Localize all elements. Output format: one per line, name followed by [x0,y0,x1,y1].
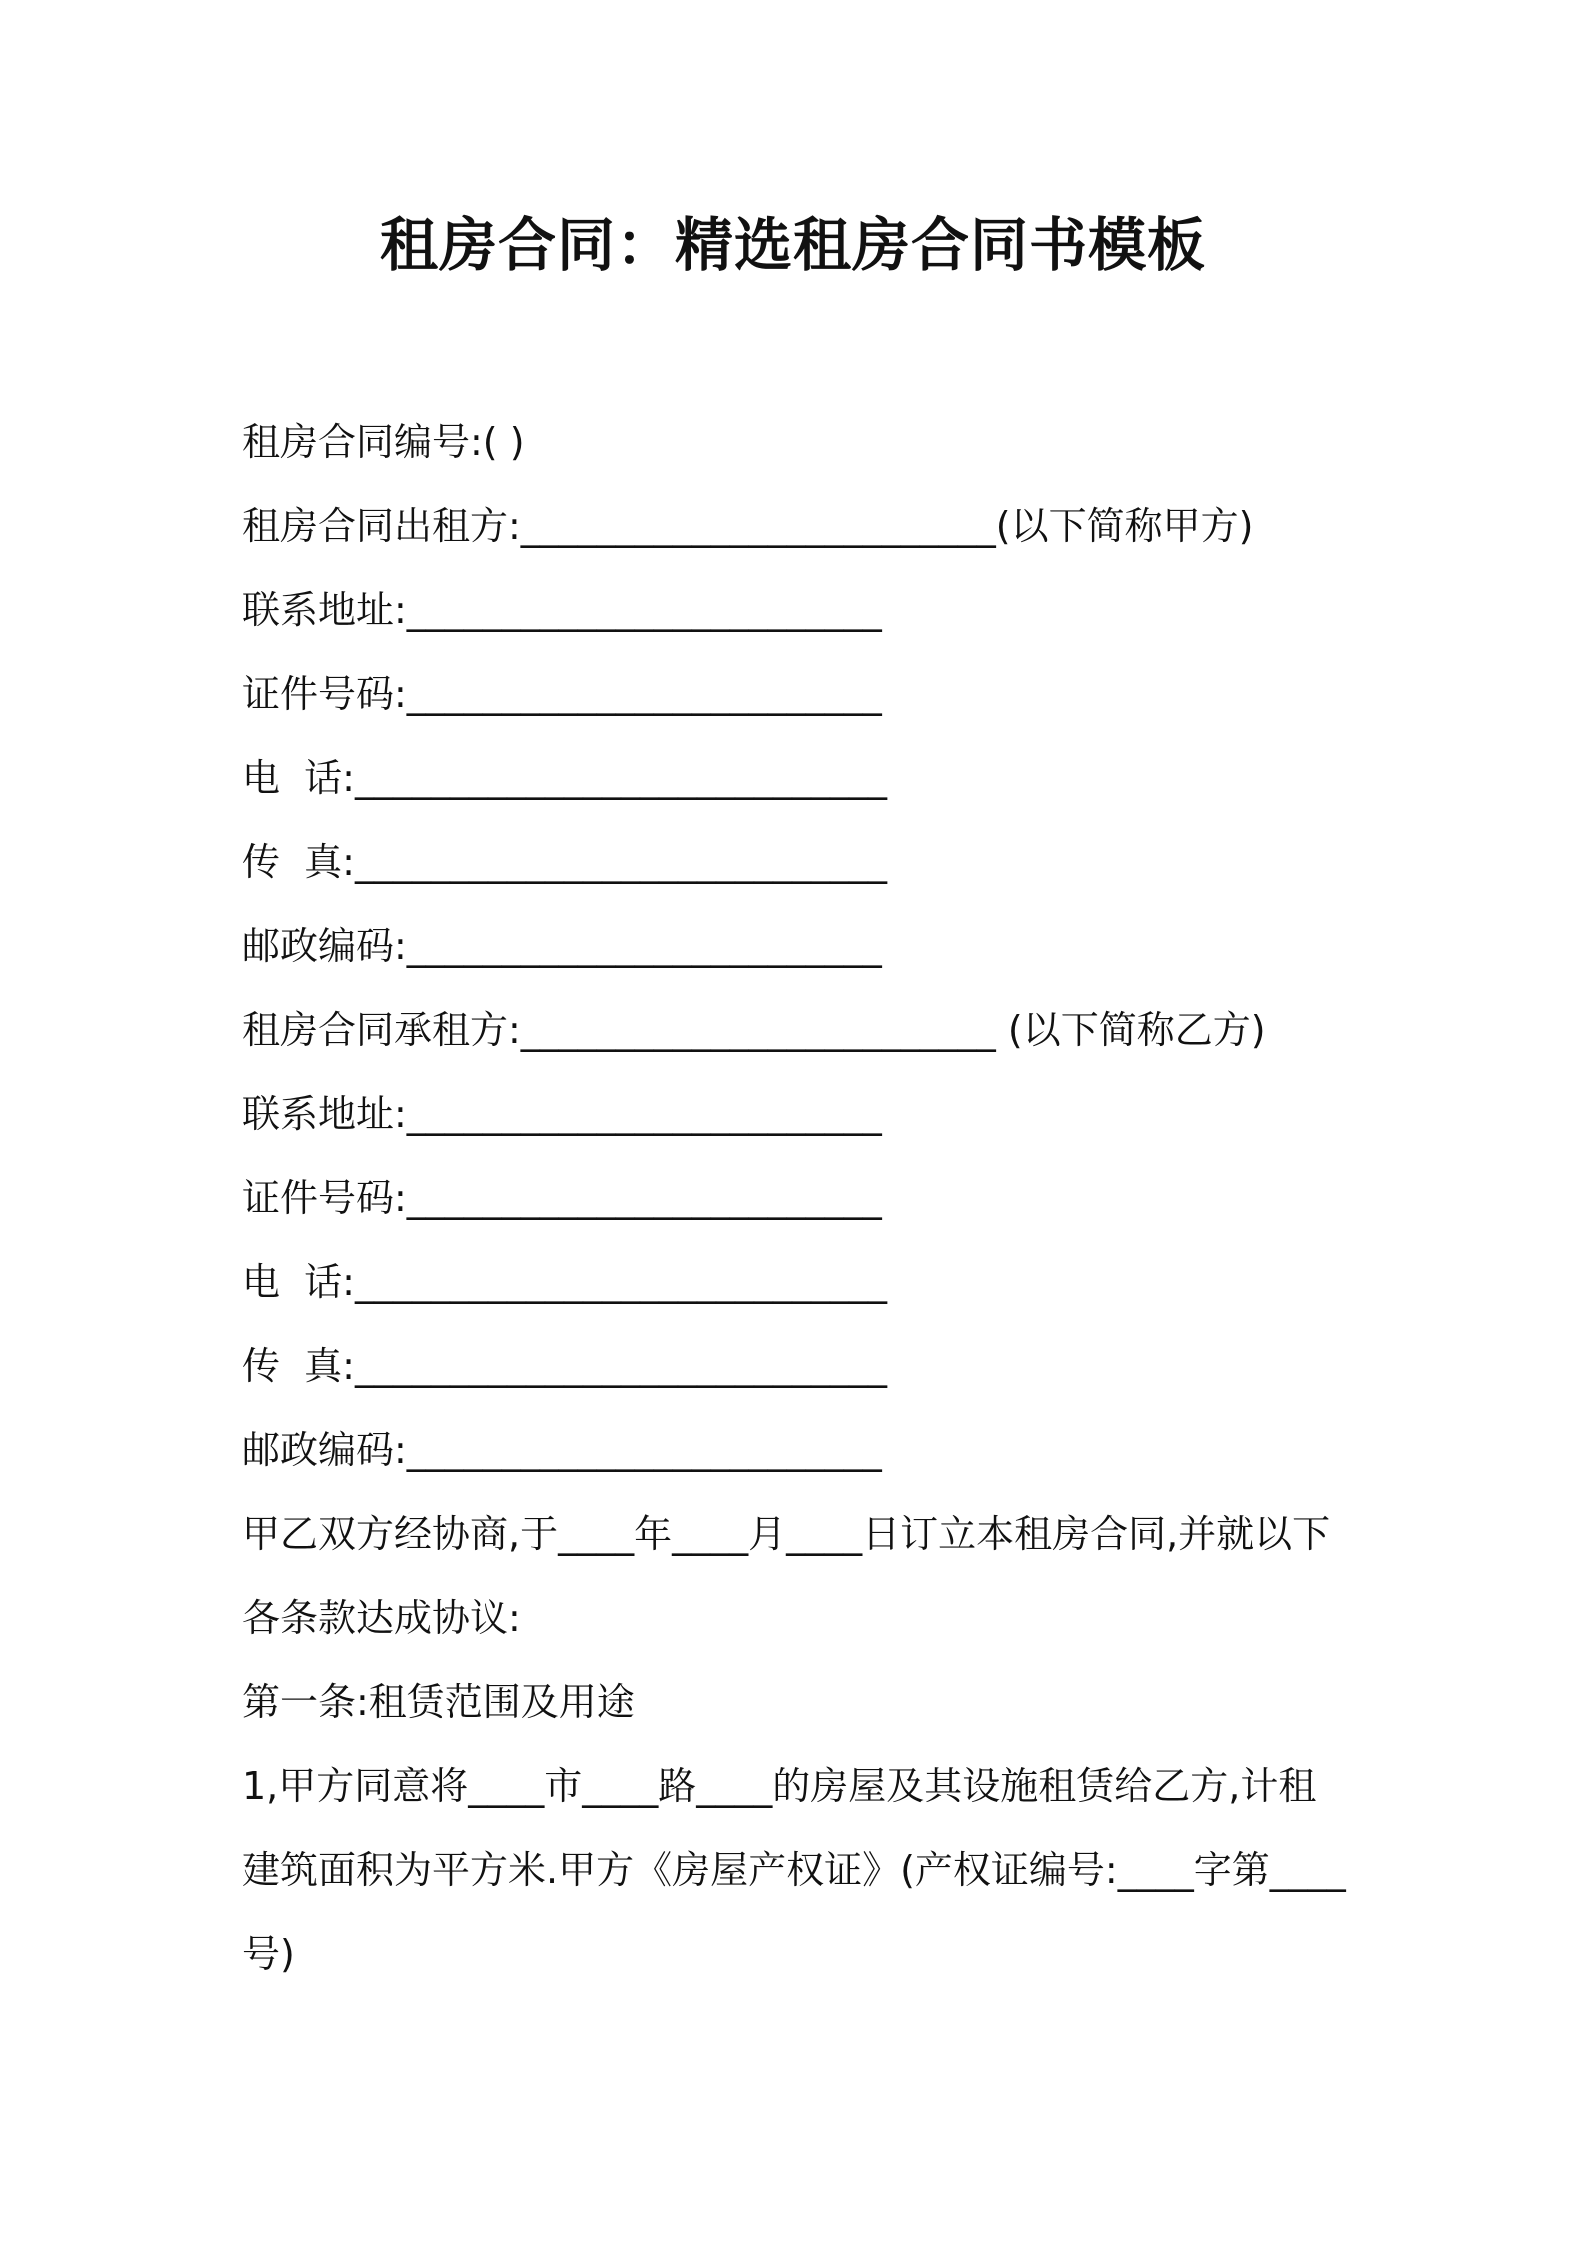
lessee-address-line: 联系地址:_________________________ [242,1092,882,1136]
document-body [242,400,1362,1996]
lessor-postcode-line: 邮政编码:_________________________ [242,924,882,968]
lessee-postcode-line: 邮政编码:_________________________ [242,1428,882,1472]
lessor-fax-line: 传 真:____________________________ [242,840,887,884]
article-one-line-2: 建筑面积为平方米.甲方《房屋产权证》(产权证编号:____字第____ [242,1848,1346,1892]
document-title: 租房合同：精选租房合同书模板 [379,211,1206,279]
lessee-line: 租房合同承租方:_________________________ (以下简称乙方) [242,1008,1266,1052]
lessor-address-line: 联系地址:_________________________ [242,588,882,632]
article-one-line-3: 号) [242,1932,295,1976]
lessor-line: 租房合同出租方:_________________________(以下简称甲方) [242,504,1254,548]
lessee-id-line: 证件号码:_________________________ [242,1176,882,1220]
lessor-id-line: 证件号码:_________________________ [242,672,882,716]
article-one-heading: 第一条:租赁范围及用途 [242,1680,635,1724]
lessee-fax-line: 传 真:____________________________ [242,1344,887,1388]
lessee-phone-line: 电 话:____________________________ [242,1260,887,1304]
agreement-line-1: 甲乙双方经协商,于____年____月____日订立本租房合同,并就以下 [242,1512,1331,1556]
lessor-phone-line: 电 话:____________________________ [242,756,887,800]
agreement-line-2: 各条款达成协议: [242,1596,521,1640]
contract-number-line: 租房合同编号:( ) [242,420,525,464]
article-one-line-1: 1,甲方同意将____市____路____的房屋及其设施租赁给乙方,计租 [242,1764,1317,1808]
